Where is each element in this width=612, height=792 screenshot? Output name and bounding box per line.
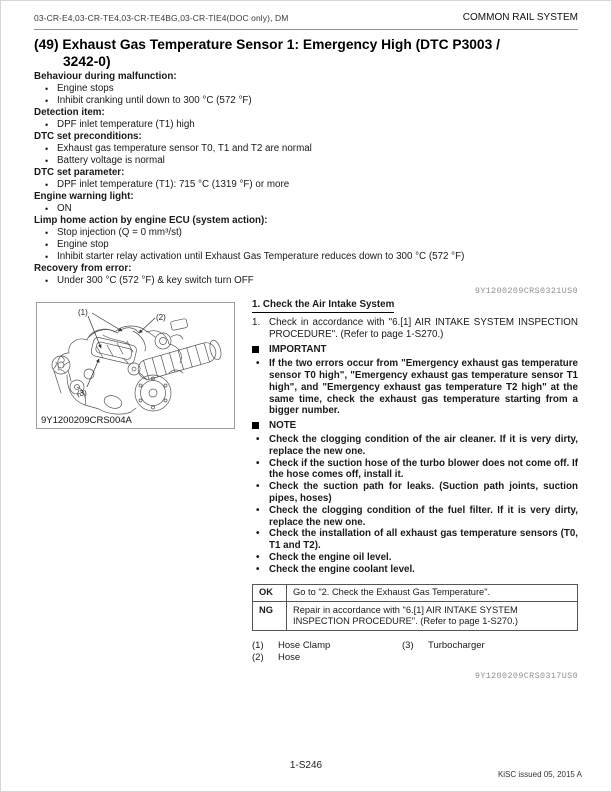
- figure-legend: [252, 640, 578, 664]
- note-item-text: Check the engine oil level.: [269, 551, 392, 563]
- bullet-icon: •: [45, 240, 49, 250]
- legend-item: [402, 640, 485, 652]
- legend-label: Hose: [278, 652, 301, 664]
- bullet-icon: •: [45, 144, 49, 154]
- table-row: [253, 602, 578, 631]
- legend-number: (3): [402, 640, 414, 652]
- spec-bullet-item: [34, 239, 580, 251]
- procedure-heading: [252, 299, 578, 311]
- note-item-text: Check if the suction hose of the turbo blower does not come off. If the hose comes off, install it.: [269, 457, 578, 481]
- bullet-icon: •: [256, 551, 260, 563]
- spec-bullet-text: Under 300 °C (572 °F) & key switch turn OFF: [57, 275, 254, 286]
- spec-bullet-item: [34, 227, 580, 239]
- bullet-icon: •: [256, 358, 260, 370]
- spec-bullet-text: DPF inlet temperature (T1): 715 °C (1319 °F) or more: [57, 179, 290, 190]
- legend-column: [402, 640, 485, 664]
- square-bullet-icon: [252, 422, 259, 429]
- header-section-title: COMMON RAIL SYSTEM: [462, 12, 578, 23]
- spec-bullet-item: [34, 155, 580, 167]
- important-item-text: If the two errors occur from "Emergency exhaust gas temperature sensor T0 high", "Emergency exhaust gas temperature sensor T1 high", and "Emergency exhaust gas temperature T2 high" at the same time, check the exhaust gas temperature starting from a bigger number.: [269, 358, 578, 417]
- legend-number: (1): [252, 640, 264, 652]
- spec-bullet-text: DPF inlet temperature (T1) high: [57, 119, 195, 130]
- spec-bullet-text: Engine stop: [57, 239, 109, 250]
- legend-number: (2): [252, 652, 264, 664]
- figure-callout-3: (3): [77, 389, 87, 398]
- spec-bullet-item: [34, 95, 580, 107]
- result-ng-label: NG: [253, 602, 287, 631]
- dtc-spec-list: [34, 71, 580, 287]
- step-number: 1.: [252, 316, 261, 328]
- revision-code-top: 9Y1200209CRS0321US0: [474, 286, 578, 296]
- dtc-title: [34, 36, 580, 70]
- note-label: NOTE: [269, 420, 297, 432]
- spec-heading: Limp home action by engine ECU (system action):: [34, 215, 268, 226]
- spec-bullet-text: Engine stops: [57, 83, 114, 94]
- note-item: [252, 552, 578, 564]
- spec-bullet-item: [34, 203, 580, 215]
- spec-heading: DTC set preconditions:: [34, 131, 142, 142]
- figure-code: 9Y1200209CRS004A: [41, 415, 132, 426]
- spec-bullet-text: Exhaust gas temperature sensor T0, T1 and T2 are normal: [57, 143, 312, 154]
- header-rule: [34, 29, 578, 30]
- page-number: 1-S246: [289, 760, 323, 771]
- bullet-icon: •: [256, 528, 260, 540]
- figure-callout-1: (1): [78, 308, 88, 317]
- bullet-icon: •: [45, 156, 49, 166]
- result-ng-text: Repair in accordance with "6.[1] AIR INTAKE SYSTEM INSPECTION PROCEDURE". (Refer to page 1-S270.): [287, 602, 578, 631]
- header-model-codes: 03-CR-E4,03-CR-TE4,03-CR-TE4BG,03-CR-TIE4(DOC only), DM: [34, 13, 289, 23]
- spec-bullet-text: Inhibit cranking until down to 300 °C (572 °F): [57, 95, 252, 106]
- revision-code-bottom: 9Y1200209CRS0317US0: [474, 671, 578, 682]
- result-ok-label: OK: [253, 584, 287, 602]
- note-item-text: Check the engine coolant level.: [269, 563, 415, 575]
- spec-bullet-item: [34, 251, 580, 263]
- engine-line-drawing: [37, 303, 234, 415]
- note-item: [252, 564, 578, 576]
- important-item: [252, 358, 578, 417]
- figure-callout-2: (2): [156, 313, 166, 322]
- legend-column: [252, 640, 402, 664]
- bullet-icon: •: [45, 180, 49, 190]
- step-text: Check in accordance with "6.[1] AIR INTAKE SYSTEM INSPECTION PROCEDURE". (Refer to page 1-S270.): [269, 316, 578, 340]
- note-item: [252, 528, 578, 552]
- note-item-text: Check the clogging condition of the fuel filter. If it is very dirty, replace the new one.: [269, 504, 578, 528]
- note-item: [252, 505, 578, 529]
- spec-heading: Detection item:: [34, 107, 105, 118]
- important-marker: [252, 344, 578, 356]
- spec-bullet-text: ON: [57, 203, 72, 214]
- spec-bullet-text: Stop injection (Q = 0 mm³/st): [57, 227, 182, 238]
- bullet-icon: •: [45, 252, 49, 262]
- spec-heading: DTC set parameter:: [34, 167, 125, 178]
- note-item: [252, 481, 578, 505]
- result-ok-text: Go to "2. Check the Exhaust Gas Temperature".: [287, 584, 578, 602]
- spec-bullet-item: [34, 83, 580, 95]
- spec-heading: Behaviour during malfunction:: [34, 71, 177, 82]
- page-header: [34, 12, 578, 23]
- issue-note: KiSC issued 05, 2015 A: [497, 770, 582, 779]
- procedure-step: [252, 317, 578, 341]
- spec-bullet-item: [34, 179, 580, 191]
- dtc-title-line2: 3242-0): [63, 54, 111, 69]
- bullet-icon: •: [45, 228, 49, 238]
- note-item-text: Check the suction path for leaks. (Suction path joints, suction pipes, hoses): [269, 481, 578, 504]
- legend-item: [252, 652, 402, 664]
- note-item-text: Check the installation of all exhaust gas temperature sensors (T0, T1 and T2).: [269, 528, 578, 552]
- bullet-icon: •: [45, 204, 49, 214]
- legend-item: [252, 640, 402, 652]
- spec-bullet-item: [34, 143, 580, 155]
- result-table: [252, 584, 578, 632]
- bullet-icon: •: [256, 433, 260, 445]
- legend-label: Hose Clamp: [278, 640, 331, 652]
- spec-heading: Recovery from error:: [34, 263, 132, 274]
- bullet-icon: •: [256, 504, 260, 516]
- engine-figure: [36, 302, 235, 429]
- procedure-heading-text: 1. Check the Air Intake System: [252, 299, 394, 313]
- bullet-icon: •: [256, 481, 260, 493]
- note-marker: [252, 420, 578, 432]
- bullet-icon: •: [45, 96, 49, 106]
- procedure-column: [252, 299, 578, 683]
- note-item: [252, 458, 578, 482]
- note-item-text: Check the clogging condition of the air cleaner. If it is very dirty, replace the new one.: [269, 433, 578, 457]
- square-bullet-icon: [252, 346, 259, 353]
- dtc-title-line1: (49) Exhaust Gas Temperature Sensor 1: Emergency High (DTC P3003 /: [34, 37, 500, 52]
- legend-label: Turbocharger: [428, 640, 485, 652]
- bullet-icon: •: [45, 276, 49, 286]
- note-item: [252, 434, 578, 458]
- spec-heading: Engine warning light:: [34, 191, 134, 202]
- bullet-icon: •: [256, 563, 260, 575]
- spec-bullet-text: Battery voltage is normal: [57, 155, 165, 166]
- important-label: IMPORTANT: [269, 344, 327, 356]
- table-row: [253, 584, 578, 602]
- bullet-icon: •: [45, 84, 49, 94]
- spec-bullet-text: Inhibit starter relay activation until Exhaust Gas Temperature reduces down to 300 °C (572 °F): [57, 251, 465, 262]
- bullet-icon: •: [45, 120, 49, 130]
- spec-bullet-item: [34, 119, 580, 131]
- bullet-icon: •: [256, 457, 260, 469]
